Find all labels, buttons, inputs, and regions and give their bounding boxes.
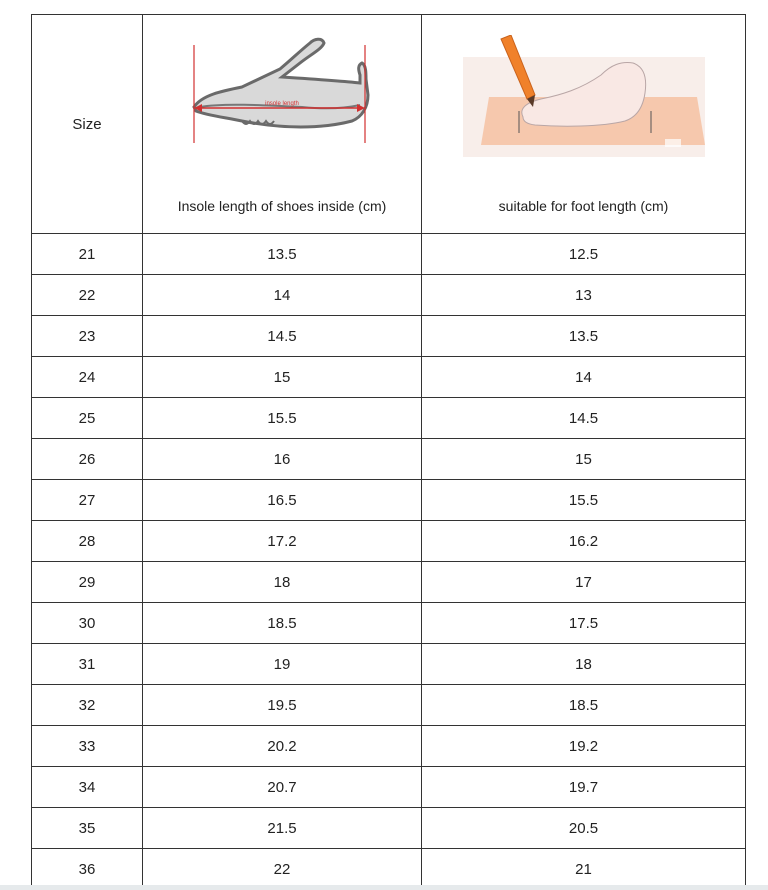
insole-length-cell: 16 [143, 439, 422, 480]
size-cell: 26 [32, 439, 143, 480]
insole-length-cell: 17.2 [143, 521, 422, 562]
header-row [32, 15, 746, 234]
foot-length-cell: 19.2 [422, 726, 746, 767]
size-cell: 34 [32, 767, 143, 808]
foot-length-cell: 14.5 [422, 398, 746, 439]
table-row [32, 234, 746, 275]
size-cell: 32 [32, 685, 143, 726]
insole-length-cell: 22 [143, 849, 422, 890]
table-row [32, 849, 746, 890]
foot-length-cell: 15 [422, 439, 746, 480]
insole-length-cell: 20.2 [143, 726, 422, 767]
table-row [32, 275, 746, 316]
foot-length-cell: 16.2 [422, 521, 746, 562]
foot-length-cell: 13.5 [422, 316, 746, 357]
foot-length-cell: 19.7 [422, 767, 746, 808]
insole-length-cell: 18.5 [143, 603, 422, 644]
size-cell: 30 [32, 603, 143, 644]
size-cell: 27 [32, 480, 143, 521]
insole-length-cell: 16.5 [143, 480, 422, 521]
insole-length-cell: 21.5 [143, 808, 422, 849]
foot-length-cell: 14 [422, 357, 746, 398]
size-cell: 22 [32, 275, 143, 316]
table-row [32, 644, 746, 685]
table-row [32, 767, 746, 808]
table-row [32, 357, 746, 398]
size-cell: 25 [32, 398, 143, 439]
table-row [32, 480, 746, 521]
size-cell: 21 [32, 234, 143, 275]
size-cell: 29 [32, 562, 143, 603]
foot-length-cell: 18 [422, 644, 746, 685]
foot-header-cell [422, 15, 746, 234]
insole-header-label: Insole length of shoes inside (cm) [177, 198, 387, 214]
size-header-cell [32, 15, 143, 234]
insole-header-cell [143, 15, 422, 234]
table-row [32, 398, 746, 439]
insole-length-cell: 20.7 [143, 767, 422, 808]
table-row [32, 685, 746, 726]
foot-length-cell: 12.5 [422, 234, 746, 275]
table-row [32, 603, 746, 644]
table-row [32, 808, 746, 849]
size-cell: 23 [32, 316, 143, 357]
size-cell: 33 [32, 726, 143, 767]
insole-length-cell: 13.5 [143, 234, 422, 275]
insole-length-cell: 19.5 [143, 685, 422, 726]
foot-header-label: suitable for foot length (cm) [498, 198, 669, 214]
svg-text:insole length: insole length [265, 101, 299, 107]
foot-length-cell: 15.5 [422, 480, 746, 521]
foot-length-cell: 18.5 [422, 685, 746, 726]
table-row [32, 316, 746, 357]
foot-length-cell: 17.5 [422, 603, 746, 644]
size-cell: 24 [32, 357, 143, 398]
foot-length-cell: 20.5 [422, 808, 746, 849]
table-row [32, 726, 746, 767]
size-header-label: Size [72, 115, 102, 133]
insole-length-cell: 15.5 [143, 398, 422, 439]
size-chart-table [31, 14, 746, 890]
insole-length-cell: 14 [143, 275, 422, 316]
insole-length-cell: 15 [143, 357, 422, 398]
foot-length-cell: 17 [422, 562, 746, 603]
table-row [32, 521, 746, 562]
bottom-bar [0, 885, 768, 890]
size-cell: 31 [32, 644, 143, 685]
foot-measure-diagram-icon [461, 35, 707, 159]
insole-length-cell: 19 [143, 644, 422, 685]
size-cell: 28 [32, 521, 143, 562]
size-cell: 35 [32, 808, 143, 849]
foot-length-cell: 13 [422, 275, 746, 316]
table-row [32, 439, 746, 480]
shoe-insole-diagram-icon [182, 25, 382, 155]
size-cell: 36 [32, 849, 143, 890]
foot-length-cell: 21 [422, 849, 746, 890]
insole-length-cell: 18 [143, 562, 422, 603]
table-row [32, 562, 746, 603]
insole-length-cell: 14.5 [143, 316, 422, 357]
